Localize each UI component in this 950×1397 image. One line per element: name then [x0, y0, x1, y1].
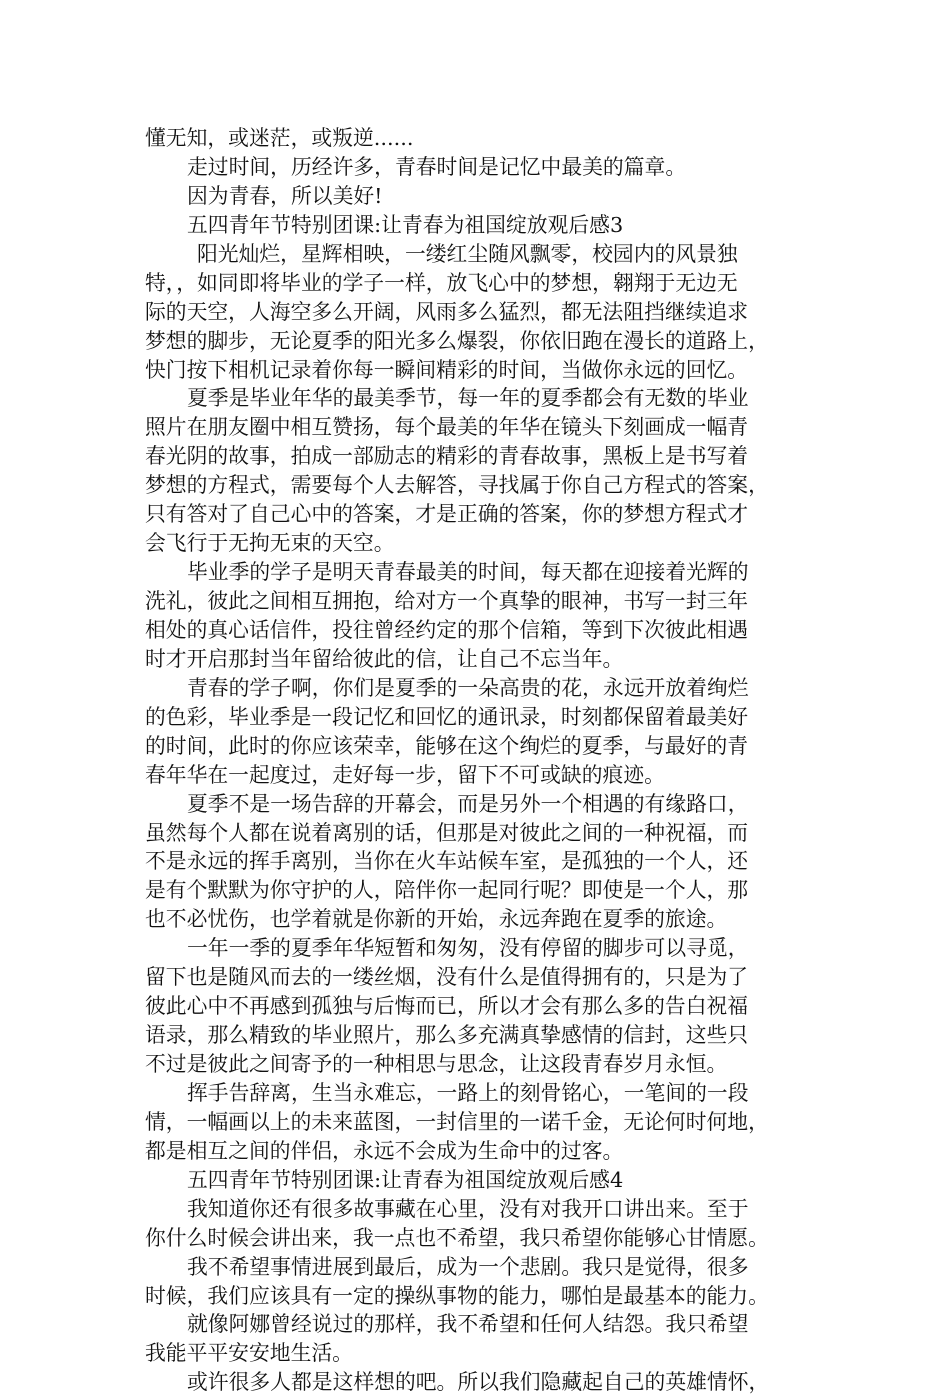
- text-line: 阳光灿烂，星辉相映，一缕红尘随风飘零，校园内的风景独: [197, 241, 738, 266]
- text-line: 照片在朋友圈中相互赞扬，每个最美的年华在镜头下刻画成一幅青: [145, 415, 749, 440]
- text-line: 我不希望事情进展到最后，成为一个悲剧。我只是觉得，很多: [187, 1254, 749, 1279]
- text-line: 我知道你还有很多故事藏在心里，没有对我开口讲出来。至于: [187, 1196, 749, 1221]
- text-line: 相处的真心话信件，投往曾经约定的那个信箱，等到下次彼此相遇: [145, 617, 749, 642]
- text-line: 语录，那么精致的毕业照片，那么多充满真挚感情的信封，这些只: [145, 1023, 749, 1048]
- text-line: 一年一季的夏季年华短暂和匆匆，没有停留的脚步可以寻觅，: [187, 936, 749, 961]
- text-line: 挥手告辞离，生当永难忘，一路上的刻骨铭心，一笔间的一段: [187, 1080, 749, 1105]
- text-line: 梦想的脚步，无论夏季的阳光多么爆裂，你依旧跑在漫长的道路上，: [145, 328, 769, 353]
- text-line: 走过时间，历经许多，青春时间是记忆中最美的篇章。: [187, 154, 687, 179]
- text-line: 会飞行于无拘无束的天空。: [145, 531, 395, 556]
- text-line: 也不必忧伤，也学着就是你新的开始，永远奔跑在夏季的旅途。: [145, 907, 728, 932]
- text-line: 洗礼，彼此之间相互拥抱，给对方一个真挚的眼神，书写一封三年: [145, 589, 749, 613]
- document-body: [145, 124, 807, 1397]
- text-line: 只有答对了自己心中的答案，才是正确的答案，你的梦想方程式才: [145, 502, 749, 527]
- text-line: 都是相互之间的伴侣，永远不会成为生命中的过客。: [145, 1138, 624, 1163]
- text-line: 青春的学子啊，你们是夏季的一朵高贵的花，永远开放着绚烂: [187, 675, 749, 700]
- text-line: 春年华在一起度过，走好每一步，留下不可或缺的痕迹。: [145, 762, 665, 787]
- text-line: 快门按下相机记录着你每一瞬间精彩的时间，当做你永远的回忆。: [145, 357, 749, 382]
- text-line: 是有个默默为你守护的人，陪伴你一起同行呢？即使是一个人，那: [145, 878, 749, 903]
- text-line: 梦想的方程式，需要每个人去解答，寻找属于你自己方程式的答案，: [145, 473, 769, 498]
- text-line: 不是永远的挥手离别，当你在火车站候车室，是孤独的一个人，还: [145, 849, 749, 874]
- text-line: 五四青年节特别团课:让青春为祖国绽放观后感4: [187, 1167, 624, 1192]
- text-line: 夏季是毕业年华的最美季节，每一年的夏季都会有无数的毕业: [187, 386, 749, 411]
- text-line: 时才开启那封当年留给彼此的信，让自己不忘当年。: [145, 646, 624, 671]
- text-line: 情，一幅画以上的未来蓝图，一封信里的一诺千金，无论何时何地，: [145, 1109, 769, 1134]
- text-line: 特，，如同即将毕业的学子一样，放飞心中的梦想，翱翔于无边无: [145, 270, 738, 295]
- text-line: 我能平平安安地生活。: [145, 1341, 353, 1366]
- text-line: 时候，我们应该具有一定的操纵事物的能力，哪怕是最基本的能力。: [145, 1283, 769, 1308]
- text-line: 毕业季的学子是明天青春最美的时间，每天都在迎接着光辉的: [187, 560, 749, 585]
- text-line: 不过是彼此之间寄予的一种相思与思念，让这段青春岁月永恒。: [145, 1052, 728, 1076]
- text-line: 五四青年节特别团课:让青春为祖国绽放观后感3: [187, 212, 624, 237]
- text-line: 的色彩，毕业季是一段记忆和回忆的通讯录，时刻都保留着最美好: [145, 704, 749, 729]
- text-line: 或许很多人都是这样想的吧。所以我们隐藏起自己的英雄情怀，: [187, 1370, 770, 1395]
- text-line: 你什么时候会讲出来，我一点也不希望，我只希望你能够心甘情愿。: [145, 1225, 769, 1250]
- text-line: 因为青春，所以美好!: [187, 183, 383, 208]
- text-line: 留下也是随风而去的一缕丝烟，没有什么是值得拥有的，只是为了: [145, 965, 749, 990]
- text-line: 懂无知，或迷茫，或叛逆......: [145, 126, 414, 150]
- text-line: 的时间，此时的你应该荣幸，能够在这个绚烂的夏季，与最好的青: [145, 733, 749, 758]
- text-line: 春光阴的故事，拍成一部励志的精彩的青春故事，黑板上是书写着: [145, 444, 749, 469]
- text-line: 彼此心中不再感到孤独与后悔而已，所以才会有那么多的告白祝福: [145, 994, 749, 1019]
- text-line: 际的天空，人海空多么开阔，风雨多么猛烈，都无法阻挡继续追求: [145, 299, 749, 324]
- text-line: 虽然每个人都在说着离别的话，但那是对彼此之间的一种祝福，而: [145, 820, 749, 845]
- text-line: 就像阿娜曾经说过的那样，我不希望和任何人结怨。我只希望: [187, 1312, 749, 1337]
- text-line: 夏季不是一场告辞的开幕会，而是另外一个相遇的有缘路口，: [187, 791, 749, 816]
